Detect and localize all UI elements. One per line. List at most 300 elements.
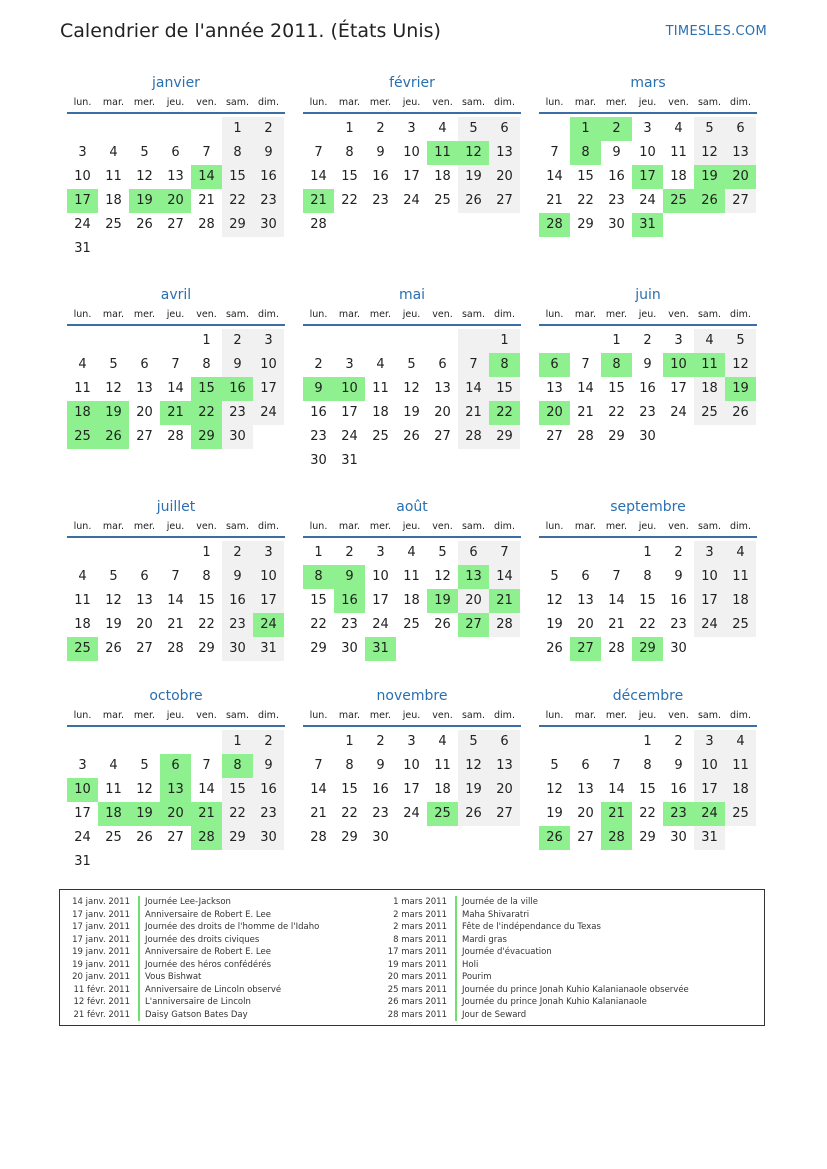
- holiday-entry: [385, 971, 689, 984]
- day-cell: 5: [140, 145, 149, 160]
- day-cell: 19: [546, 806, 563, 821]
- weekday-label: jeu.: [638, 97, 657, 108]
- day-cell: 28: [489, 613, 520, 637]
- weekday-label: ven.: [668, 97, 689, 108]
- day-cell: 19: [546, 617, 563, 632]
- weekday-header: [67, 308, 285, 326]
- month-days: [303, 117, 521, 237]
- day-cell: 22: [222, 189, 253, 213]
- day-cell: 14: [310, 782, 327, 797]
- day-cell: 2: [314, 357, 323, 372]
- weekday-header: [303, 308, 521, 326]
- weekday-label: sam.: [697, 710, 722, 721]
- day-cell: 1: [643, 545, 652, 560]
- day-cell: 9: [222, 565, 253, 589]
- day-cell: 10: [403, 758, 420, 773]
- day-cell: 18: [105, 193, 122, 208]
- day-cell: 6: [581, 758, 590, 773]
- day-cell: 25: [725, 802, 756, 826]
- holiday-day-cell: 23: [663, 802, 694, 826]
- empty-day-cell: [67, 730, 98, 754]
- day-cell: 28: [167, 641, 184, 656]
- holiday-day-cell: 21: [489, 589, 520, 613]
- holiday-date: 19 janv. 2011: [72, 959, 130, 970]
- day-cell: 1: [345, 734, 354, 749]
- day-cell: 15: [639, 593, 656, 608]
- holiday-date: 19 mars 2011: [387, 959, 447, 970]
- day-cell: 14: [167, 381, 184, 396]
- holiday-name: Journée de la ville: [462, 897, 538, 907]
- weekday-header: [67, 709, 285, 727]
- day-cell: 23: [253, 802, 284, 826]
- day-cell: 27: [489, 189, 520, 213]
- weekday-label: mar.: [574, 97, 597, 108]
- day-cell: 5: [458, 117, 489, 141]
- day-cell: 2: [376, 734, 385, 749]
- holiday-name: Journée des droits civiques: [145, 934, 260, 945]
- day-cell: 30: [222, 425, 253, 449]
- day-cell: 22: [310, 617, 327, 632]
- holiday-date: 11 févr. 2011: [73, 984, 130, 995]
- day-cell: 25: [434, 193, 451, 208]
- day-cell: 28: [198, 217, 215, 232]
- day-cell: 16: [222, 589, 253, 613]
- day-cell: 23: [310, 429, 327, 444]
- holiday-day-cell: 19: [129, 189, 160, 213]
- holiday-day-cell: 19: [725, 377, 756, 401]
- empty-day-cell: [129, 117, 160, 141]
- holiday-day-cell: 6: [160, 754, 191, 778]
- day-cell: 19: [403, 405, 420, 420]
- holiday-marker: [138, 971, 140, 984]
- holiday-day-cell: 21: [303, 189, 334, 213]
- holiday-marker: [138, 934, 140, 947]
- weekday-label: sam.: [225, 97, 250, 108]
- holiday-day-cell: 24: [253, 613, 284, 637]
- day-cell: 17: [694, 778, 725, 802]
- empty-day-cell: [129, 541, 160, 565]
- day-cell: 13: [167, 169, 184, 184]
- day-cell: 2: [253, 117, 284, 141]
- weekday-label: ven.: [432, 309, 453, 320]
- day-cell: 11: [403, 569, 420, 584]
- weekday-label: sam.: [461, 309, 486, 320]
- day-cell: 26: [546, 641, 563, 656]
- day-cell: 25: [105, 830, 122, 845]
- day-cell: 24: [670, 405, 687, 420]
- empty-day-cell: [303, 117, 334, 141]
- day-cell: 25: [403, 617, 420, 632]
- weekday-label: lun.: [545, 710, 564, 721]
- day-cell: 14: [608, 782, 625, 797]
- empty-day-cell: [570, 329, 601, 353]
- day-cell: 23: [372, 806, 389, 821]
- month-days: [67, 730, 285, 874]
- empty-day-cell: [98, 329, 129, 353]
- month-name: juin: [635, 287, 661, 303]
- holiday-date: 17 janv. 2011: [72, 922, 130, 932]
- day-cell: 21: [167, 617, 184, 632]
- holiday-marker: [455, 909, 457, 922]
- weekday-label: jeu.: [402, 710, 421, 721]
- weekday-label: mer.: [369, 710, 392, 721]
- day-cell: 17: [694, 589, 725, 613]
- day-cell: 4: [376, 357, 385, 372]
- day-cell: 9: [222, 353, 253, 377]
- weekday-header: [303, 709, 521, 727]
- weekday-label: sam.: [461, 97, 486, 108]
- holiday-date: 28 mars 2011: [387, 1009, 447, 1020]
- day-cell: 14: [608, 593, 625, 608]
- day-cell: 5: [438, 545, 447, 560]
- page-title: Calendrier de l'année 2011. (États Unis): [60, 20, 441, 42]
- day-cell: 12: [546, 593, 563, 608]
- day-cell: 19: [458, 165, 489, 189]
- day-cell: 24: [403, 193, 420, 208]
- empty-day-cell: [539, 329, 570, 353]
- month-avril: [67, 284, 285, 449]
- day-cell: 23: [639, 405, 656, 420]
- month-days: [539, 329, 757, 449]
- day-cell: 18: [372, 405, 389, 420]
- day-cell: 13: [136, 593, 153, 608]
- day-cell: 16: [372, 782, 389, 797]
- day-cell: 31: [694, 826, 725, 850]
- weekday-label: dim.: [258, 309, 279, 320]
- day-cell: 13: [577, 782, 594, 797]
- day-cell: 15: [222, 165, 253, 189]
- day-cell: 29: [639, 830, 656, 845]
- holiday-day-cell: 13: [160, 778, 191, 802]
- holiday-day-cell: 10: [67, 778, 98, 802]
- month-days: [539, 730, 757, 850]
- weekday-label: mar.: [102, 521, 125, 532]
- day-cell: 24: [253, 401, 284, 425]
- empty-day-cell: [570, 730, 601, 754]
- holiday-day-cell: 1: [570, 117, 601, 141]
- day-cell: 2: [376, 121, 385, 136]
- day-cell: 3: [253, 541, 284, 565]
- weekday-label: dim.: [494, 521, 515, 532]
- day-cell: 26: [136, 217, 153, 232]
- day-cell: 11: [670, 145, 687, 160]
- day-cell: 30: [608, 217, 625, 232]
- weekday-label: mar.: [574, 521, 597, 532]
- holiday-entry: [68, 984, 319, 997]
- weekday-label: mar.: [338, 309, 361, 320]
- day-cell: 14: [577, 381, 594, 396]
- day-cell: 11: [725, 754, 756, 778]
- day-cell: 8: [345, 758, 354, 773]
- weekday-label: mer.: [605, 521, 628, 532]
- empty-day-cell: [191, 117, 222, 141]
- holiday-marker: [455, 959, 457, 972]
- weekday-label: dim.: [730, 521, 751, 532]
- day-cell: 20: [458, 589, 489, 613]
- day-cell: 10: [74, 169, 91, 184]
- empty-day-cell: [67, 329, 98, 353]
- day-cell: 29: [198, 641, 215, 656]
- day-cell: 4: [407, 545, 416, 560]
- day-cell: 7: [612, 569, 621, 584]
- holiday-marker: [138, 921, 140, 934]
- holiday-date: 20 janv. 2011: [72, 972, 130, 982]
- empty-day-cell: [160, 730, 191, 754]
- weekday-label: mer.: [133, 710, 156, 721]
- day-cell: 3: [253, 329, 284, 353]
- day-cell: 10: [253, 353, 284, 377]
- day-cell: 21: [577, 405, 594, 420]
- holiday-marker: [455, 934, 457, 947]
- day-cell: 1: [202, 545, 211, 560]
- brand-logo[interactable]: TIMESLES.COM: [665, 24, 767, 39]
- day-cell: 4: [725, 541, 756, 565]
- day-cell: 3: [345, 357, 354, 372]
- day-cell: 15: [310, 593, 327, 608]
- month-janvier: [67, 72, 285, 261]
- day-cell: 29: [577, 217, 594, 232]
- weekday-label: mar.: [338, 521, 361, 532]
- day-cell: 18: [694, 377, 725, 401]
- day-cell: 27: [167, 217, 184, 232]
- day-cell: 15: [489, 377, 520, 401]
- holiday-entry: [68, 921, 319, 934]
- day-cell: 25: [105, 217, 122, 232]
- holiday-day-cell: 26: [98, 425, 129, 449]
- holiday-day-cell: 8: [601, 353, 632, 377]
- holiday-marker: [455, 946, 457, 959]
- day-cell: 21: [458, 401, 489, 425]
- day-cell: 23: [670, 617, 687, 632]
- day-cell: 13: [489, 754, 520, 778]
- day-cell: 24: [74, 830, 91, 845]
- day-cell: 12: [105, 381, 122, 396]
- day-cell: 10: [372, 569, 389, 584]
- day-cell: 9: [376, 758, 385, 773]
- weekday-label: sam.: [697, 309, 722, 320]
- weekday-label: ven.: [196, 97, 217, 108]
- day-cell: 22: [341, 193, 358, 208]
- weekday-label: jeu.: [402, 521, 421, 532]
- day-cell: 1: [612, 333, 621, 348]
- holiday-day-cell: 8: [489, 353, 520, 377]
- weekday-label: mer.: [605, 710, 628, 721]
- holiday-day-cell: 9: [334, 565, 365, 589]
- day-cell: 2: [222, 329, 253, 353]
- day-cell: 1: [643, 734, 652, 749]
- holiday-day-cell: 24: [694, 802, 725, 826]
- day-cell: 24: [372, 617, 389, 632]
- holiday-day-cell: 16: [334, 589, 365, 613]
- holiday-entry: [68, 909, 319, 922]
- month-days: [539, 117, 757, 237]
- weekday-label: ven.: [196, 710, 217, 721]
- month-name: mars: [630, 75, 666, 91]
- day-cell: 5: [109, 569, 118, 584]
- holiday-day-cell: 21: [160, 401, 191, 425]
- holiday-name: Journée du prince Jonah Kuhio Kalanianaole observée: [462, 984, 689, 995]
- empty-day-cell: [396, 329, 427, 353]
- month-name: janvier: [152, 75, 200, 91]
- day-cell: 24: [74, 217, 91, 232]
- day-cell: 12: [105, 593, 122, 608]
- day-cell: 9: [674, 569, 683, 584]
- day-cell: 8: [202, 569, 211, 584]
- weekday-label: ven.: [668, 309, 689, 320]
- day-cell: 18: [434, 169, 451, 184]
- day-cell: 1: [489, 329, 520, 353]
- day-cell: 5: [550, 569, 559, 584]
- day-cell: 8: [202, 357, 211, 372]
- day-cell: 4: [109, 145, 118, 160]
- holiday-day-cell: 18: [98, 802, 129, 826]
- day-cell: 21: [546, 193, 563, 208]
- month-days: [67, 117, 285, 261]
- day-cell: 18: [434, 782, 451, 797]
- day-cell: 12: [434, 569, 451, 584]
- month-février: [303, 72, 521, 237]
- day-cell: 15: [341, 169, 358, 184]
- holiday-day-cell: 18: [67, 401, 98, 425]
- weekday-label: lun.: [309, 521, 328, 532]
- day-cell: 27: [725, 189, 756, 213]
- day-cell: 31: [74, 241, 91, 256]
- day-cell: 24: [403, 806, 420, 821]
- day-cell: 13: [136, 381, 153, 396]
- day-cell: 7: [202, 145, 211, 160]
- day-cell: 15: [341, 782, 358, 797]
- day-cell: 13: [546, 381, 563, 396]
- day-cell: 4: [438, 121, 447, 136]
- empty-day-cell: [191, 730, 222, 754]
- day-cell: 12: [136, 782, 153, 797]
- day-cell: 22: [639, 806, 656, 821]
- day-cell: 1: [345, 121, 354, 136]
- weekday-label: ven.: [668, 710, 689, 721]
- holiday-marker: [138, 909, 140, 922]
- day-cell: 31: [74, 854, 91, 869]
- day-cell: 7: [314, 145, 323, 160]
- month-days: [67, 541, 285, 661]
- day-cell: 3: [694, 730, 725, 754]
- day-cell: 11: [105, 169, 122, 184]
- day-cell: 13: [489, 141, 520, 165]
- day-cell: 21: [198, 193, 215, 208]
- day-cell: 20: [434, 405, 451, 420]
- day-cell: 28: [310, 217, 327, 232]
- day-cell: 2: [643, 333, 652, 348]
- day-cell: 20: [489, 778, 520, 802]
- day-cell: 1: [222, 117, 253, 141]
- holiday-date: 26 mars 2011: [387, 997, 447, 1007]
- holiday-marker: [138, 984, 140, 997]
- weekday-label: dim.: [730, 97, 751, 108]
- day-cell: 3: [376, 545, 385, 560]
- holiday-marker: [138, 896, 140, 909]
- holiday-marker: [455, 996, 457, 1009]
- holiday-date: 2 mars 2011: [393, 922, 447, 932]
- weekday-label: mar.: [574, 309, 597, 320]
- holiday-day-cell: 25: [67, 425, 98, 449]
- day-cell: 16: [310, 405, 327, 420]
- weekday-label: sam.: [225, 710, 250, 721]
- day-cell: 22: [608, 405, 625, 420]
- day-cell: 3: [78, 758, 87, 773]
- weekday-label: dim.: [730, 309, 751, 320]
- weekday-header: [67, 520, 285, 538]
- day-cell: 4: [109, 758, 118, 773]
- day-cell: 9: [253, 754, 284, 778]
- holiday-entry: [68, 959, 319, 972]
- holiday-date: 14 janv. 2011: [72, 897, 130, 907]
- day-cell: 24: [639, 193, 656, 208]
- day-cell: 3: [78, 145, 87, 160]
- day-cell: 7: [581, 357, 590, 372]
- day-cell: 24: [341, 429, 358, 444]
- weekday-label: mer.: [369, 309, 392, 320]
- day-cell: 20: [136, 405, 153, 420]
- weekday-label: jeu.: [638, 710, 657, 721]
- month-name: août: [396, 499, 428, 515]
- day-cell: 15: [577, 169, 594, 184]
- holiday-date: 20 mars 2011: [387, 972, 447, 982]
- day-cell: 17: [253, 377, 284, 401]
- empty-day-cell: [129, 730, 160, 754]
- weekday-header: [303, 520, 521, 538]
- holiday-day-cell: 29: [632, 637, 663, 661]
- holiday-day-cell: 6: [539, 353, 570, 377]
- day-cell: 9: [643, 357, 652, 372]
- weekday-label: dim.: [258, 710, 279, 721]
- empty-day-cell: [458, 329, 489, 353]
- day-cell: 5: [694, 117, 725, 141]
- day-cell: 6: [581, 569, 590, 584]
- day-cell: 18: [403, 593, 420, 608]
- day-cell: 20: [577, 617, 594, 632]
- empty-day-cell: [129, 329, 160, 353]
- month-juillet: [67, 496, 285, 661]
- holiday-marker: [138, 996, 140, 1009]
- empty-day-cell: [539, 730, 570, 754]
- day-cell: 24: [694, 613, 725, 637]
- month-septembre: [539, 496, 757, 661]
- weekday-label: ven.: [196, 309, 217, 320]
- day-cell: 18: [670, 169, 687, 184]
- day-cell: 10: [694, 754, 725, 778]
- weekday-label: jeu.: [166, 521, 185, 532]
- holiday-marker: [455, 984, 457, 997]
- holiday-marker: [455, 896, 457, 909]
- holiday-day-cell: 20: [160, 802, 191, 826]
- holiday-day-cell: 22: [191, 401, 222, 425]
- day-cell: 25: [372, 429, 389, 444]
- holiday-day-cell: 20: [160, 189, 191, 213]
- empty-day-cell: [160, 117, 191, 141]
- day-cell: 16: [670, 593, 687, 608]
- holiday-day-cell: 19: [129, 802, 160, 826]
- weekday-label: mar.: [338, 710, 361, 721]
- day-cell: 6: [489, 117, 520, 141]
- holiday-entry: [68, 1009, 319, 1022]
- month-name: mai: [398, 287, 426, 303]
- month-octobre: [67, 685, 285, 874]
- empty-day-cell: [365, 329, 396, 353]
- empty-day-cell: [98, 541, 129, 565]
- empty-day-cell: [98, 730, 129, 754]
- month-mars: [539, 72, 757, 237]
- weekday-header: [303, 96, 521, 114]
- weekday-label: mar.: [102, 710, 125, 721]
